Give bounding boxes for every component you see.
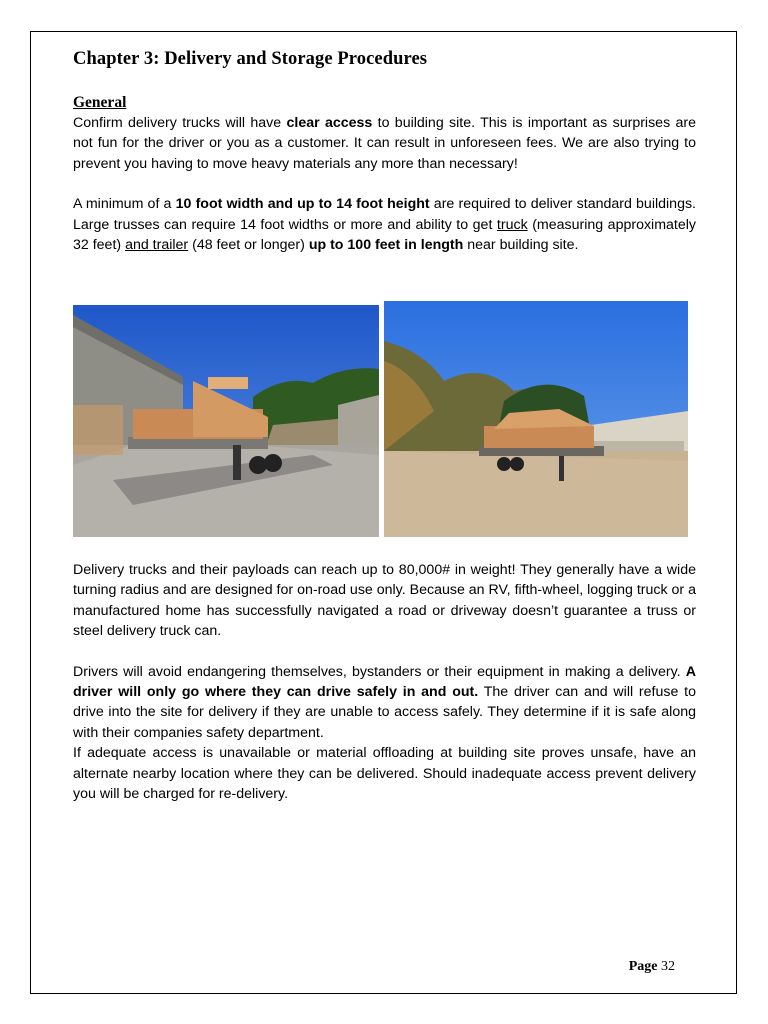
page-footer — [629, 959, 675, 975]
paragraph-weight: Delivery trucks and their payloads can reach up to 80,000# in weight! They generally have a wide turning radius and are designed for on-road use only. Because an RV, fifth-wheel, logging truck or a manufactured home has successfully navigated a road or driveway doesn’t guarantee a truss or steel delivery truck can. — [73, 562, 696, 640]
lumber-truck-photo-right — [384, 301, 688, 537]
paragraph-driver-safety: Drivers will avoid endangering themselves, bystanders or their equipment in making a delivery. A driver will only go where they can drive safely in and out. The driver can and will refuse to drive into the site for delivery if they are unable to access safely. They determine if it is safe along with their companies safety department. — [73, 663, 696, 741]
photo-row — [73, 301, 688, 537]
paragraph-dimensions: A minimum of a 10 foot width and up to 14 foot height are required to deliver standard buildings. Large trusses can require 14 foot widths or more and ability to get truck (measuring approximately 32 feet) and trailer (48 feet or longer) up to 100 feet in length near building site. — [73, 196, 696, 254]
page-label: Page — [628, 959, 658, 974]
document-body — [73, 47, 696, 255]
page-number: 32 — [661, 959, 675, 974]
document-body-lower — [73, 560, 696, 804]
chapter-title: Chapter 3: Delivery and Storage Procedures — [73, 49, 428, 69]
lumber-truck-photo-left — [73, 305, 379, 537]
paragraph-clear-access: Confirm delivery trucks will have clear access to building site. This is important as surprises are not fun for the driver or you as a customer. It can result in unforeseen fees. We are also trying to prevent you having to move heavy materials any more than necessary! — [73, 115, 696, 172]
paragraph-alternate-location: If adequate access is unavailable or material offloading at building site proves unsafe, have an alternate nearby location where they can be delivered. Should inadequate access prevent delivery you will be charged for re-delivery. — [73, 745, 696, 803]
section-heading: General — [73, 94, 127, 111]
